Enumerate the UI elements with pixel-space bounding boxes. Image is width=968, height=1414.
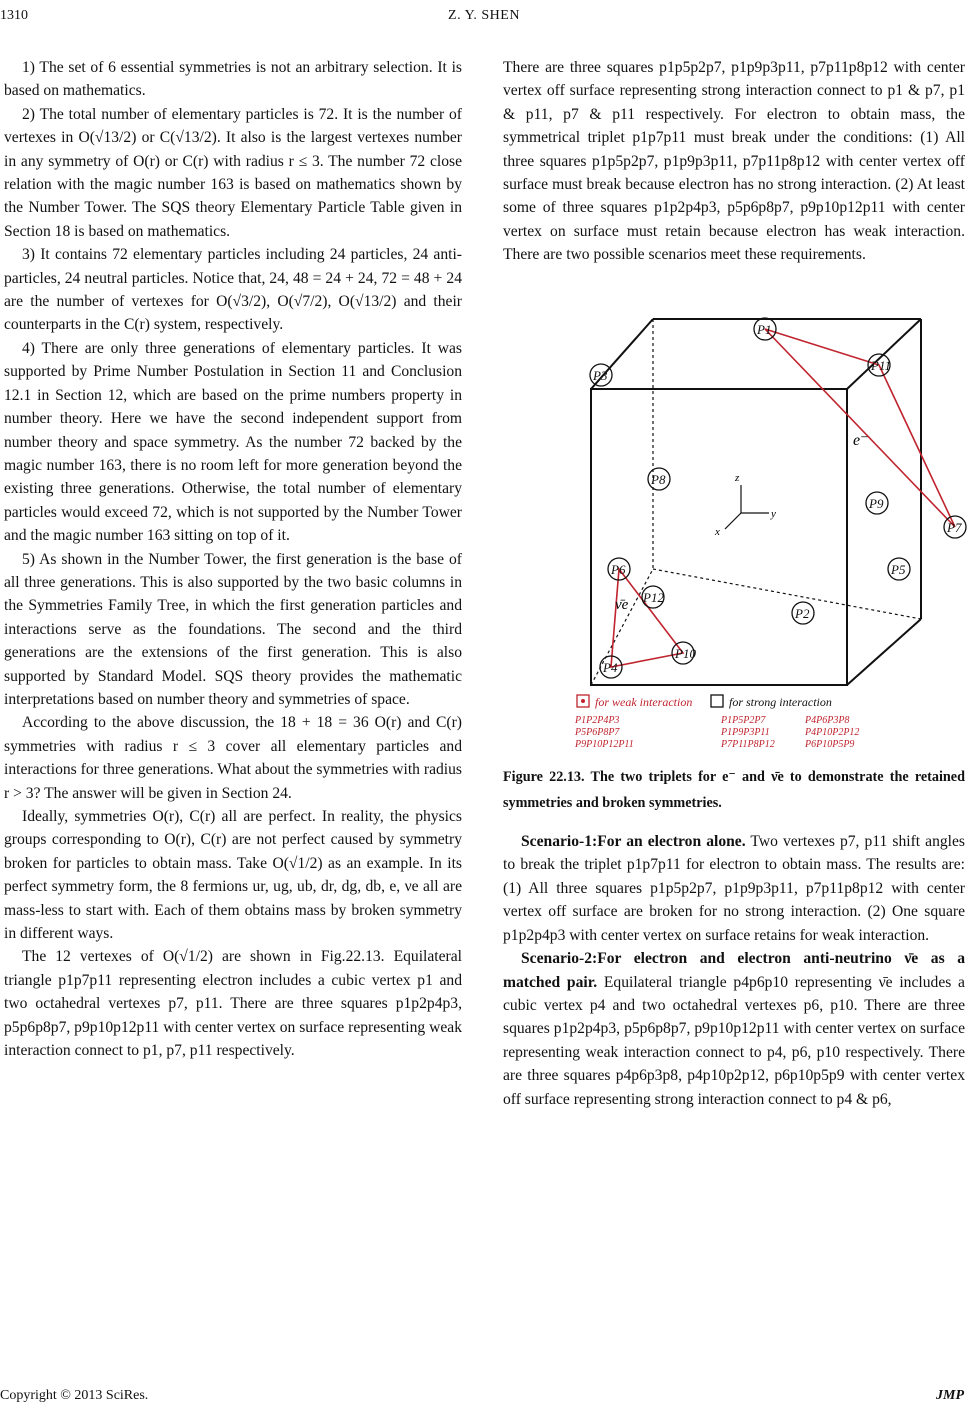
paragraph: 1) The set of 6 essential symmetries is not an arbitrary selection. It is based on mathematics. [4, 59, 462, 100]
svg-text:P2: P2 [795, 605, 810, 621]
svg-text:y: y [771, 507, 776, 520]
scenario-2-heading: Scenario-2:For electron and electron anti-neutrino ν̄e as a matched pair. [503, 950, 965, 991]
journal-name: JMP [936, 1388, 964, 1403]
svg-text:z: z [735, 471, 740, 484]
svg-text:P4P6P3P8: P4P6P3P8 [805, 714, 850, 726]
svg-text:P1: P1 [757, 321, 772, 337]
electron-label: e⁻ [853, 431, 869, 449]
paragraph: 4) There are only three generations of elementary particles. It was supported by Prime Number Postulation in Section 11 and Conclusion 12.1 in Section 12, which are based on the prime numbers property in number theory. Here we have the second independent support from number theory and space symmetry. As the number 72 backed by the magic number 163, there is no room left for more generation beyond the existing three generations. Otherwise, the total number of elementary particles would exceed 72, which is not supported by the Number Tower and the magic number 163 sitting on top of it. [4, 339, 462, 545]
svg-text:P3: P3 [593, 367, 608, 383]
svg-text:P11: P11 [871, 357, 891, 373]
svg-text:P4: P4 [603, 659, 618, 675]
page-header [0, 8, 968, 28]
svg-text:P9P10P12P11: P9P10P12P11 [575, 738, 634, 750]
paragraph: 3) It contains 72 elementary particles including 24 particles, 24 anti-particles, 24 neutral particles. Notice that, 24, 48 = 24 + 24, 72 = 48 + 24 are the number of vertexes for O(√3/2), O(√7/2), O(√13/2) and their counterparts in the C(r) system, respectively. [4, 246, 462, 334]
svg-text:for weak interaction: for weak interaction [595, 694, 693, 709]
svg-text:P9: P9 [869, 495, 884, 511]
scenario-1-body: Two vertexes p7, p11 shift angles to break the triplet p1p7p11 for electron to obtain mass. The results are: (1) All three squares p1p5p2p7, p1p9p3p11, p7p11p8p12 with center vertex off surface are broken for no strong interaction. (2) One square p1p2p4p3 with center vertex on surface retains for weak interaction. [503, 833, 965, 944]
svg-text:for strong interaction: for strong interaction [729, 694, 832, 709]
svg-text:P4P10P2P12: P4P10P2P12 [805, 726, 860, 738]
left-column [4, 56, 462, 1062]
right-column [503, 56, 965, 1111]
scenario-2 [503, 947, 965, 1111]
page-number: 1310 [0, 8, 28, 23]
svg-text:P5P6P8P7: P5P6P8P7 [575, 726, 620, 738]
svg-text:P8: P8 [651, 471, 666, 487]
cube-figure [503, 279, 965, 750]
paragraph: According to the above discussion, the 18 + 18 = 36 O(r) and C(r) symmetries with radius r ≤ 3 cover all elementary particles and interactions for three generations. What about the symmetries with radius r > 3? The answer will be given in Section 24. [4, 714, 462, 802]
neutrino-label: ν̄e [615, 596, 629, 613]
svg-text:x: x [715, 525, 720, 538]
svg-text:P1P9P3P11: P1P9P3P11 [721, 726, 770, 738]
svg-text:P6P10P5P9: P6P10P5P9 [805, 738, 855, 750]
svg-text:P7: P7 [947, 519, 962, 535]
svg-text:P7P11P8P12: P7P11P8P12 [721, 738, 775, 750]
paragraph: 2) The total number of elementary particles is 72. It is the number of vertexes in O(√13/2) or C(√13/2). It also is the largest vertexes number in any symmetry of O(r) or C(r) with radius r ≤ 3. The number 72 close relation with the magic number 163 is based on mathematics shown by the Number Tower. The SQS theory Elementary Particle Table given in Section 18 is based on mathematics. [4, 105, 462, 240]
svg-text:P1P5P2P7: P1P5P2P7 [721, 714, 766, 726]
paragraph: There are three squares p1p5p2p7, p1p9p3p11, p7p11p8p12 with center vertex off surface representing strong interaction connect to p1 & p7, p1 & p11, p7 & p11 respectively. For electron to obtain mass, the symmetrical triplet p1p7p11 must break under the conditions: (1) All three squares p1p5p2p7, p1p9p3p11, p7p11p8p12 with center vertex off surface must break because electron has no strong interaction. (2) At least some of three squares p1p2p4p3, p5p6p8p7, p9p10p12p11 with center vertex on surface must retain because electron has weak interaction. There are two possible scenarios meet these requirements. [503, 59, 965, 264]
svg-text:P1P2P4P3: P1P2P4P3 [575, 714, 620, 726]
paragraph: 5) As shown in the Number Tower, the first generation is the base of all three generations. This is also supported by the two basic columns in the Symmetries Family Tree, in which the first generation particles and interactions serve as the foundations. The second and the third generations are the extensions of the first generation. This is also supported by Standard Model. SQS theory provides the mathematic interpretations based on number theory and symmetries of space. [4, 550, 462, 708]
paragraph: The 12 vertexes of O(√1/2) are shown in Fig.22.13. Equilateral triangle p1p7p11 representing electron includes a cubic vertex p1 and two octahedral vertexes p7, p11. There are three squares p1p2p4p3, p5p6p8p7, p9p10p12p11 with center vertex on surface representing weak interaction connect to p1, p7, p11 respectively. [4, 948, 462, 1060]
scenario-1 [503, 830, 965, 947]
svg-text:P5: P5 [891, 561, 906, 577]
paragraph: Ideally, symmetries O(r), C(r) all are perfect. In reality, the physics groups corresponding to O(r), C(r) are not perfect caused by symmetry broken for particles to obtain mass. Take O(√1/2) as an example. In its perfect symmetry form, the 8 fermions ur, ug, ub, dr, dg, db, e, νe all are mass-less to start with. Each of them obtains mass by broken symmetry in different ways. [4, 808, 462, 943]
scenario-2-body: Equilateral triangle p4p6p10 representing ν̄e includes a cubic vertex p4 and two octahedral vertexes p6, p10. There are three squares p1p2p4p3, p5p6p8p7, p9p10p12p11 with center vertex on surface representing weak interaction connect to p4, p6, p10 respectively. There are three squares p4p6p3p8, p4p10p2p12, p6p10p5p9 with center vertex off surface representing strong interaction connect to p4 & p6, [503, 973, 965, 1108]
figure-caption: Figure 22.13. The two triplets for e⁻ and ν̄e to demonstrate the retained symmetries and broken symmetries. [503, 769, 965, 812]
svg-text:P6: P6 [611, 561, 626, 577]
copyright: Copyright © 2013 SciRes. [0, 1388, 149, 1403]
running-author: Z. Y. SHEN [448, 8, 520, 23]
svg-text:P10: P10 [675, 645, 696, 661]
scenario-1-heading: Scenario-1:For an electron alone. [521, 833, 746, 851]
svg-text:P12: P12 [643, 589, 664, 605]
